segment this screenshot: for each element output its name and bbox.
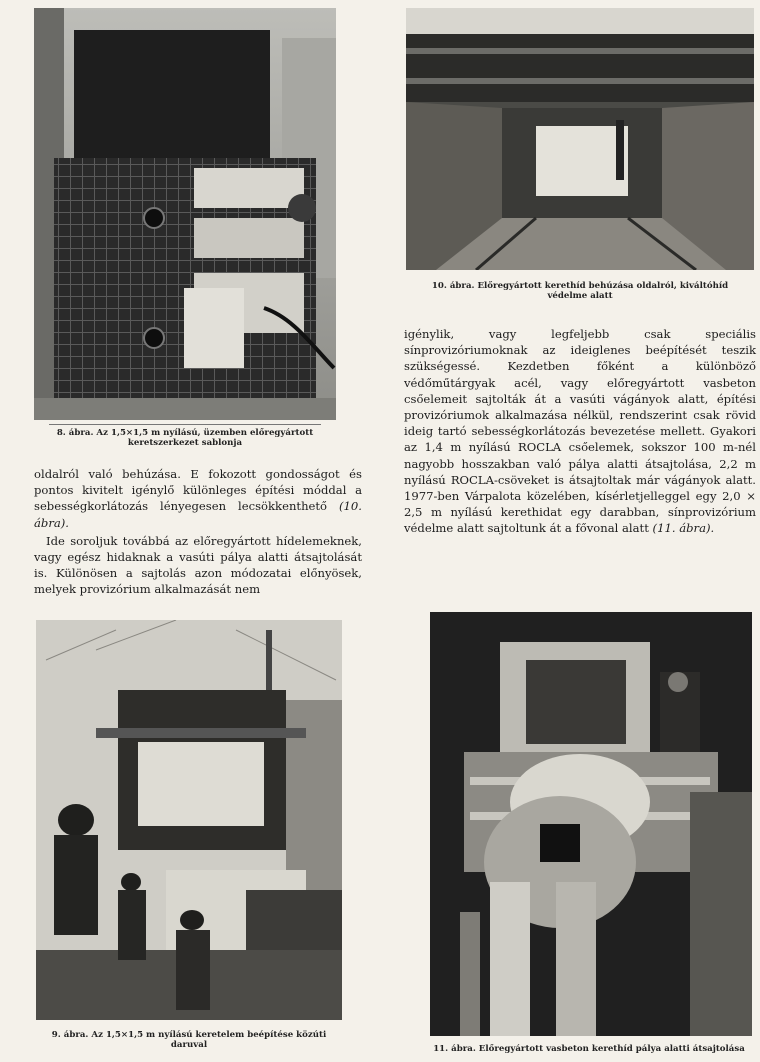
left-paragraph-2: Ide soroljuk továbbá az előregyártott hídelemeknek, vagy egész hidaknak a vasúti pálya alatti átsajtolását is. Különösen a sajtolás azon módozatai előnyösek, melyek provizórium alkalmazását nem [34,533,362,597]
figure-9-caption [36,1030,342,1050]
figure-11-photo [430,612,752,1036]
figure-8-caption-line-1: 8. ábra. Az 1,5×1,5 m nyílású, üzemben előregyártott [56,428,314,438]
left-column-text [34,466,362,598]
figure-8-photo [34,8,336,420]
figure-8-caption [34,424,336,448]
left-paragraph-1-text: oldalról való behúzása. E fokozott gondosságot és pontos kivitelt igénylő különleges építési móddal a sebességkorlátozás lényegesen lecsökkenthető [34,467,362,514]
left-paragraph-1 [34,466,362,531]
figure-10-photo [406,8,754,270]
figure-11-caption [420,1044,758,1054]
figure-10-caption-line-1: 10. ábra. Előregyártott kerethíd behúzása oldalról, kiváltóhíd [431,281,729,291]
caption-separator [49,424,321,425]
figure-11-caption-line-1: 11. ábra. Előregyártott vasbeton kerethíd pálya alatti átsajtolása [433,1044,745,1054]
right-paragraph-1-text: igénylik, vagy legfeljebb csak speciális sínprovizóriumoknak az ideiglenes beépítését teszik szükségessé. Kezdetben főként a különböző védőműtárgyak acél, vagy előregyártott vasbeton csőelemeit sajtolták át a vasúti vágányok alatt, építési provizóriumok alkalmazása nélkül, rendszerint csak rövid ideig tartó sebességkorlátozás bevezetése mellett. Gyakori az 1,4 m nyílású ROCLA csőelemek, sokszor 100 m-nél nagyobb hosszakban való pálya alatti átsajtolása, 2,2 m nyílású ROCLA-csöveket is átsajtoltak már vágányok alatt. 1977-ben Várpalota közelében, kísérletjelleggel egy 2,0 × 2,5 m nyílású kerethidat egy darabban, sínprovizórium védelme alatt sajtoltunk át a fővonal alatt [404,327,756,536]
figure-9-caption-line-1: 9. ábra. Az 1,5×1,5 m nyílású keretelem beépítése közúti [51,1030,327,1040]
figure-10-caption [406,281,754,301]
figure-10-caption-line-2: védelme alatt [547,291,613,301]
figure-11-reference: (11. ábra). [652,521,715,536]
right-paragraph-1 [404,326,756,537]
right-column-text [404,326,756,537]
figure-10-reference: (10. ábra). [34,499,362,530]
figure-8-caption-line-2: keretszerkezet sablonja [127,438,243,448]
figure-9-photo [36,620,342,1020]
figure-9-caption-line-2: daruval [170,1040,208,1050]
